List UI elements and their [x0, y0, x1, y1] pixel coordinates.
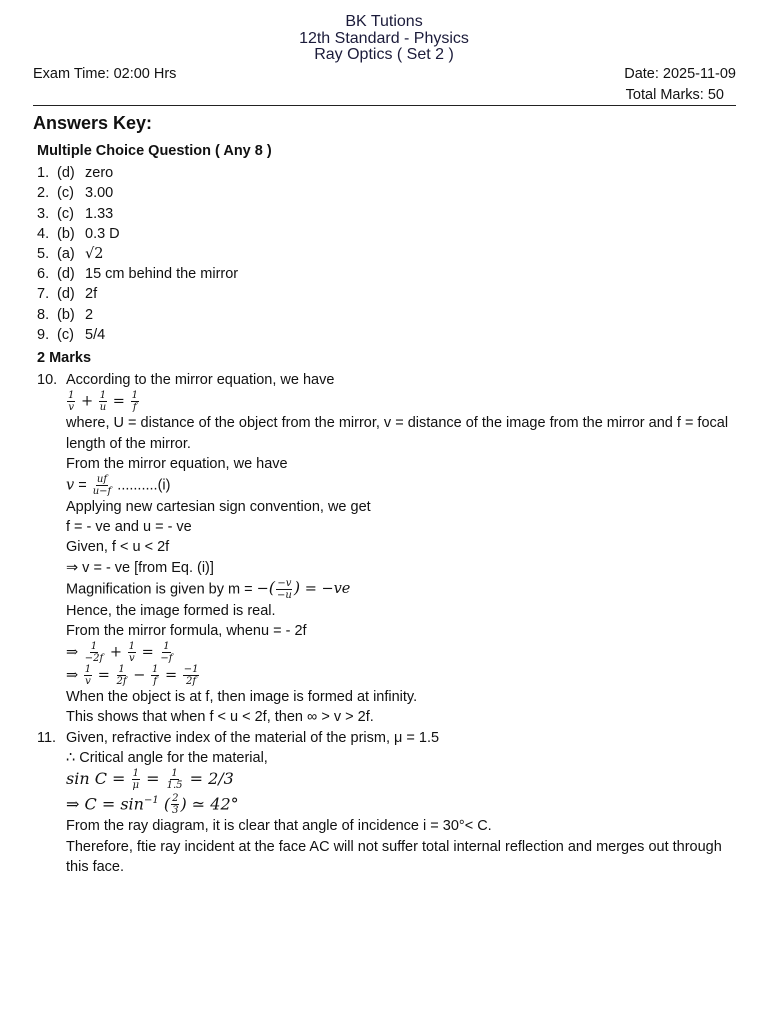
- mcq-num: 1.: [37, 165, 50, 182]
- mcq-num: 4.: [37, 225, 50, 242]
- mcq-list: [37, 163, 737, 345]
- exam-time: Exam Time: 02:00 Hrs: [33, 66, 177, 82]
- question-number: 11.: [37, 729, 57, 746]
- mcq-num: 8.: [37, 306, 50, 323]
- mcq-num: 3.: [37, 205, 50, 222]
- question-10: [37, 370, 737, 727]
- standard-subject: 12th Standard - Physics: [299, 29, 469, 47]
- mcq-opt: (a): [57, 246, 75, 263]
- mcq-num: 6.: [37, 266, 50, 283]
- q10-line-11: Hence, the image formed is real.: [66, 602, 276, 619]
- mcq-num: 2.: [37, 185, 50, 202]
- mcq-opt: (d): [57, 165, 75, 182]
- mcq-opt: (c): [57, 185, 74, 202]
- question-11: [37, 728, 737, 877]
- q11-line-5: From the ray diagram, it is clear that angle of incidence i = 30°< C.: [66, 818, 492, 835]
- q10-eq-ref: ..........(i): [113, 477, 171, 494]
- q10-line-4: From the mirror equation, we have: [66, 455, 288, 472]
- total-marks: Total Marks: 50: [625, 87, 724, 103]
- q10-mirror-equation: $\frac{1}{v}$ + $\frac{1}{u}$ = $\frac{1}{f}$: [68, 390, 138, 414]
- question-number: 10.: [37, 372, 58, 389]
- institute-name: BK Tutions: [345, 13, 423, 30]
- mcq-ans: zero: [85, 165, 114, 182]
- mcq-num: 7.: [37, 286, 50, 303]
- q10-line-1: According to the mirror equation, we have: [66, 372, 335, 389]
- mcq-num: 5.: [37, 246, 50, 263]
- q10-line-12: From the mirror formula, whenu = - 2f: [66, 623, 307, 640]
- mcq-ans: 0.3 D: [85, 225, 120, 242]
- mcq-ans: 5/4: [85, 326, 106, 343]
- q10-magnification: Magnification is given by m = −( $\frac{-v}{-u}$ ) = −ve: [66, 577, 351, 601]
- mcq-answer-row: [37, 305, 737, 325]
- mcq-ans: 2f: [85, 286, 98, 303]
- mcq-ans: 3.00: [85, 185, 114, 202]
- mcq-answer-row: [37, 325, 737, 345]
- answers-key-title: Answers Key:: [33, 113, 153, 133]
- q10-line-3: where, U = distance of the object from the mirror, v = distance of the image from the mirror and f = focal length of the mirror.: [66, 415, 729, 452]
- q11-line-2: ∴ Critical angle for the material,: [66, 749, 268, 766]
- mcq-ans: 2: [85, 306, 94, 323]
- q10-line-16: This shows that when f < u < 2f, then ∞ > v > 2f.: [66, 709, 374, 726]
- mcq-ans: √2: [85, 246, 104, 263]
- mcq-opt: (c): [57, 205, 74, 222]
- mcq-answer-row: [37, 264, 737, 284]
- q10-line-6: Applying new cartesian sign convention, we get: [66, 499, 371, 516]
- q10-substitution-2: ⇒ $\frac{1}{v}$ = $\frac{1}{2f}$ − $\frac{1}{f}$ = $\frac{-1}{2f}$: [66, 664, 199, 688]
- mcq-answer-row: [37, 224, 737, 244]
- document-header: [0, 14, 768, 64]
- q11-critical-angle-eq: sin C = $\frac{1}{\mu}$ = $\frac{1}{1.5}$ = 2/3: [66, 768, 234, 792]
- q10-line-9: ⇒ v = - ve [from Eq. (i)]: [66, 559, 214, 576]
- q10-line-7: f = - ve and u = - ve: [66, 519, 192, 536]
- mcq-opt: (c): [57, 326, 74, 343]
- q10-v-equation: v = $\frac{uf}{u-f}$ ..........(i): [66, 474, 171, 498]
- mcq-answer-row: [37, 183, 737, 203]
- q11-angle-result: ⇒ $C = \sin^{-1}$ ( $\frac{2}{3}$ ) ≃ 42°: [66, 793, 239, 817]
- q10-substitution-1: ⇒ $\frac{1}{-2f}$ + $\frac{1}{v}$ = $\frac{1}{-f}$: [66, 641, 173, 665]
- mcq-ans: 1.33: [85, 205, 114, 222]
- mcq-opt: (d): [57, 286, 75, 303]
- mcq-num: 9.: [37, 326, 50, 343]
- mcq-answer-row: [37, 204, 737, 224]
- q11-line-6: Therefore, ftie ray incident at the face AC will not suffer total internal reflection and merges out through this face.: [66, 838, 722, 875]
- mcq-opt: (b): [57, 225, 75, 242]
- two-marks-section-title: 2 Marks: [37, 350, 92, 367]
- mcq-answer-row: [37, 284, 737, 304]
- exam-date: Date: 2025-11-09: [624, 66, 736, 82]
- header-divider: [33, 105, 736, 106]
- mcq-answer-row: [37, 244, 737, 264]
- mcq-opt: (b): [57, 306, 75, 323]
- q11-line-1: Given, refractive index of the material of the prism, μ = 1.5: [66, 729, 440, 746]
- q10-line-8: Given, f < u < 2f: [66, 539, 170, 556]
- mcq-opt: (d): [57, 266, 75, 283]
- q10-line-15: When the object is at f, then image is formed at infinity.: [66, 689, 418, 706]
- chapter-title: Ray Optics ( Set 2 ): [314, 46, 454, 63]
- mcq-answer-row: [37, 163, 737, 183]
- mcq-ans: 15 cm behind the mirror: [85, 266, 239, 283]
- mcq-section-title: Multiple Choice Question ( Any 8 ): [37, 143, 272, 159]
- answers-content: [37, 140, 737, 877]
